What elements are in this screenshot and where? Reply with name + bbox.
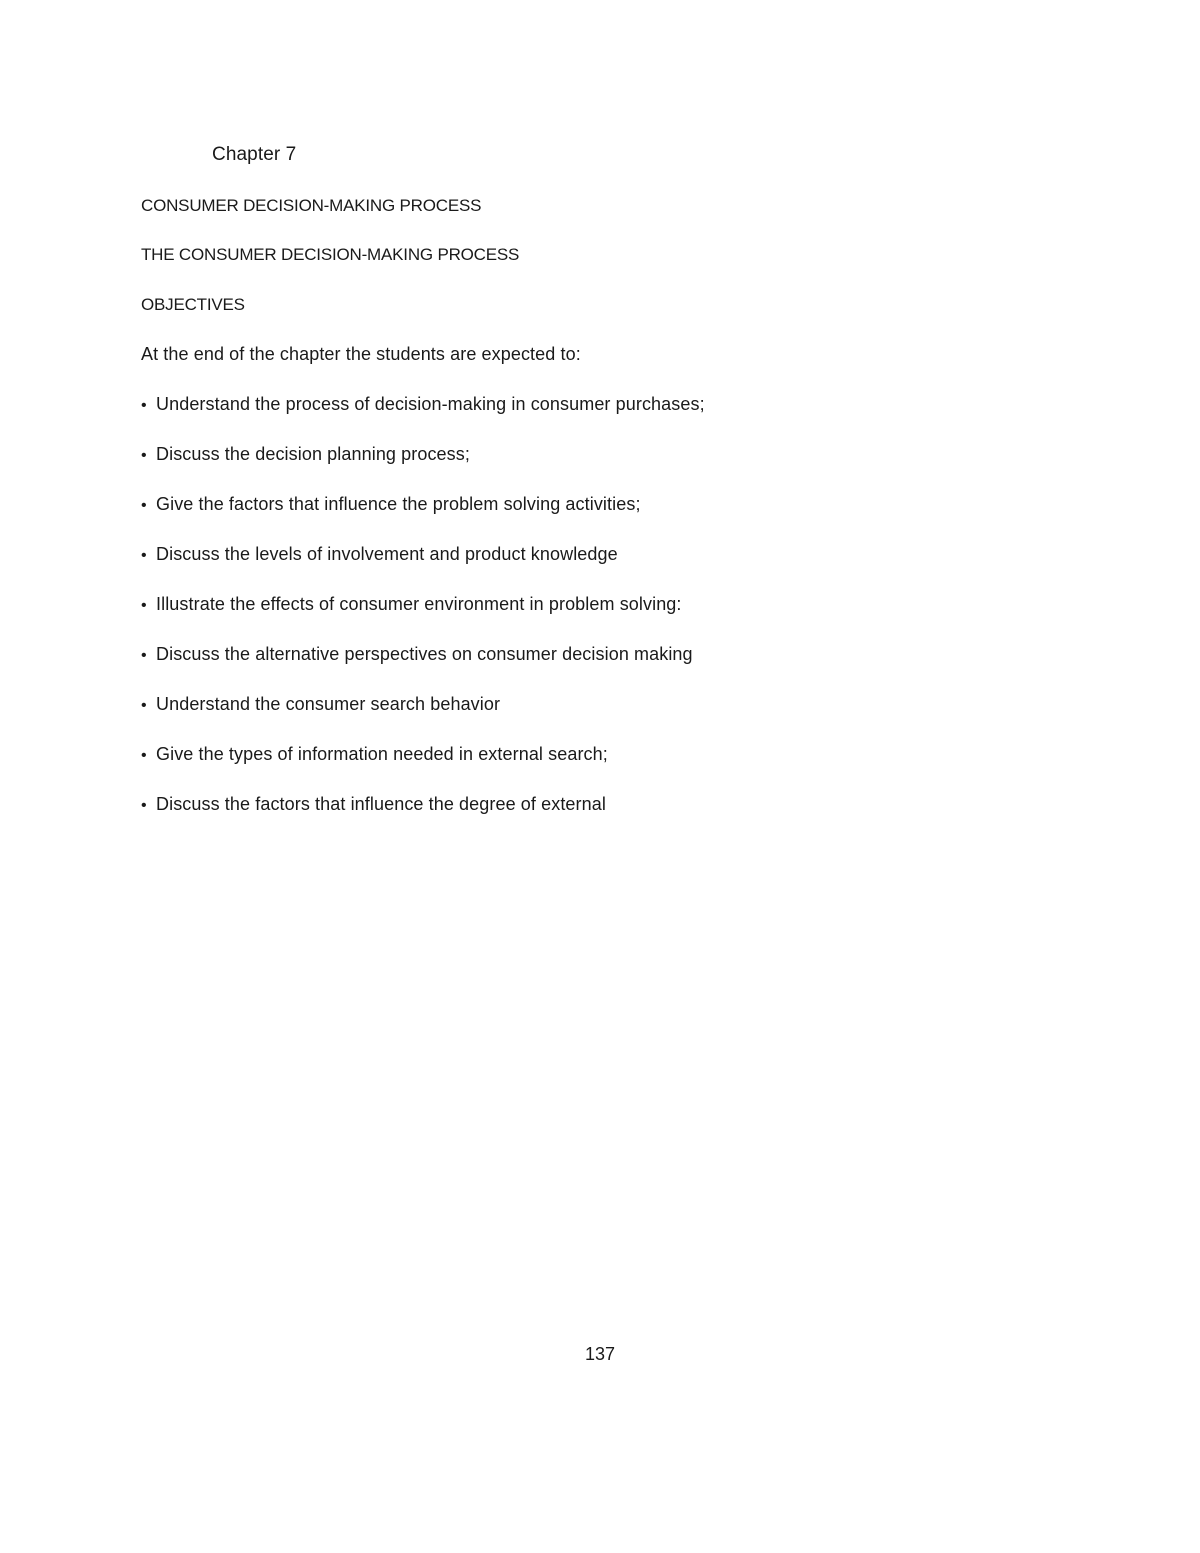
bullet-icon: • (141, 747, 147, 764)
chapter-label: Chapter 7 (212, 144, 297, 165)
bullet-icon: • (141, 547, 147, 564)
objective-text: Understand the consumer search behavior (156, 694, 501, 714)
list-item (141, 792, 705, 842)
bullet-icon: • (141, 647, 147, 664)
list-item (141, 642, 705, 692)
objective-text: Illustrate the effects of consumer environment in problem solving: (156, 594, 682, 614)
list-item (141, 742, 705, 792)
objectives-intro: At the end of the chapter the students are expected to: (141, 344, 581, 364)
objective-text: Discuss the decision planning process; (156, 444, 470, 464)
list-item (141, 442, 705, 492)
list-item (141, 592, 705, 642)
objective-text: Discuss the levels of involvement and product knowledge (156, 544, 618, 564)
objective-text: Discuss the alternative perspectives on consumer decision making (156, 644, 693, 664)
bullet-icon: • (141, 597, 147, 614)
list-item (141, 392, 705, 442)
chapter-title: CONSUMER DECISION-MAKING PROCESS (141, 196, 482, 215)
objective-text: Discuss the factors that influence the degree of external (156, 794, 606, 814)
objectives-list (141, 392, 705, 842)
bullet-icon: • (141, 697, 147, 714)
list-item (141, 692, 705, 742)
objective-text: Give the factors that influence the problem solving activities; (156, 494, 641, 514)
list-item (141, 492, 705, 542)
objectives-heading: OBJECTIVES (141, 295, 245, 314)
list-item (141, 542, 705, 592)
bullet-icon: • (141, 497, 147, 514)
objective-text: Understand the process of decision-making in consumer purchases; (156, 394, 705, 414)
bullet-icon: • (141, 447, 147, 464)
bullet-icon: • (141, 397, 147, 414)
section-title: THE CONSUMER DECISION-MAKING PROCESS (141, 245, 520, 264)
objective-text: Give the types of information needed in external search; (156, 744, 608, 764)
bullet-icon: • (141, 797, 147, 814)
page-number: 137 (584, 1344, 616, 1364)
